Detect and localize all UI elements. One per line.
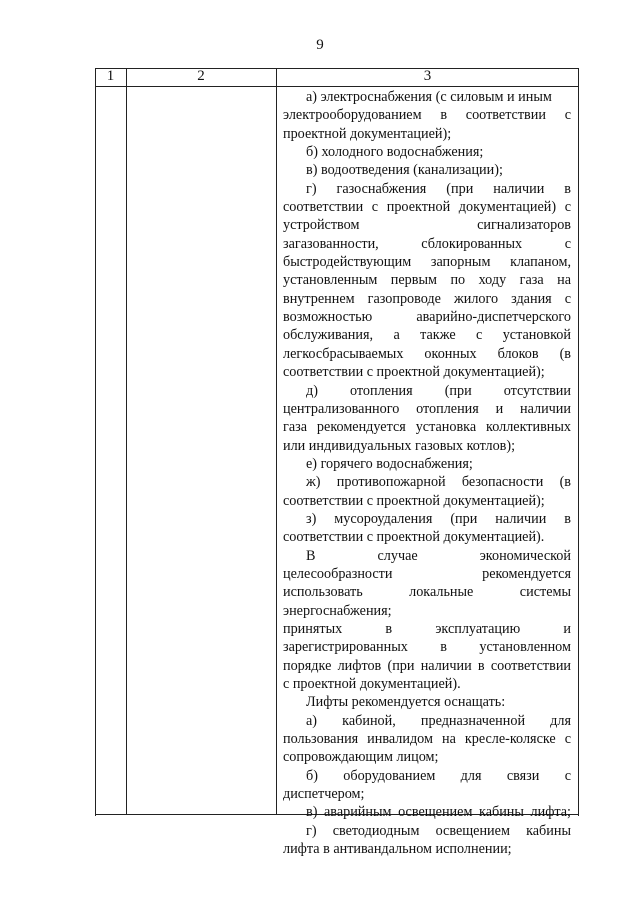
- text-line: устройством сигнализаторов: [283, 217, 571, 234]
- text-line: ж) противопожарной безопасности (в: [306, 474, 571, 491]
- text-line: проектной документацией);: [283, 125, 452, 142]
- header-column-1: 1: [106, 68, 115, 84]
- text-line: г) газоснабжения (при наличии в: [306, 180, 571, 197]
- text-line: порядке лифтов (при наличии в соответствии: [283, 657, 571, 674]
- column-divider-1: [126, 68, 127, 815]
- column-divider-2: [276, 68, 277, 815]
- text-line: установленным первым по ходу газа на: [283, 272, 571, 289]
- text-line: обслуживания, а также с установкой: [283, 327, 571, 344]
- text-line: газа рекомендуется установка коллективных: [283, 419, 571, 436]
- text-line: возможностью аварийно-диспетчерского: [283, 309, 571, 326]
- text-line: электрооборудованием в соответствии с: [283, 107, 571, 124]
- text-line: принятых в эксплуатацию и: [283, 620, 571, 637]
- text-line: соответствии с проектной документацией);: [283, 364, 545, 381]
- text-line: Лифты рекомендуется оснащать:: [306, 694, 506, 711]
- text-line: а) электроснабжения (с силовым и иным: [306, 89, 552, 105]
- text-line: или индивидуальных газовых котлов);: [283, 437, 516, 454]
- text-line: соответствии с проектной документацией);: [283, 492, 545, 509]
- text-line: в) водоотведения (канализации);: [306, 162, 503, 179]
- text-line: сопровождающим лицом;: [283, 749, 439, 766]
- text-line: быстродействующим запорным клапаном,: [283, 254, 571, 271]
- text-line: целесообразности рекомендуется: [283, 565, 571, 582]
- header-column-2: 2: [197, 68, 205, 84]
- text-line: в) аварийным освещением кабины лифта;: [306, 804, 571, 821]
- text-line: с проектной документацией).: [283, 676, 461, 692]
- text-line: загазованности, сблокированных с: [283, 235, 571, 252]
- text-line: диспетчером;: [283, 786, 365, 803]
- text-line: е) горячего водоснабжения;: [306, 455, 473, 472]
- text-line: внутреннем газопроводе жилого здания с: [283, 290, 571, 307]
- column-3-text: [283, 88, 571, 858]
- text-line: легкосбрасываемых оконных блоков (в: [283, 345, 571, 362]
- text-line: з) мусороудаления (при наличии в: [306, 510, 571, 527]
- text-line: б) оборудованием для связи с: [306, 767, 571, 784]
- text-line: использовать локальные системы: [283, 584, 571, 601]
- text-line: б) холодного водоснабжения;: [306, 144, 484, 161]
- text-line: соответствии с проектной документацией).: [283, 529, 545, 546]
- text-line: зарегистрированных в установленном: [283, 639, 571, 656]
- text-line: лифта в антивандальном исполнении;: [283, 841, 512, 858]
- table-header-divider: [95, 86, 579, 87]
- header-column-3: 3: [423, 68, 432, 84]
- text-line: В случае экономической: [306, 547, 571, 564]
- page-number: 9: [316, 37, 324, 53]
- text-line: соответствии с проектной документацией) с: [283, 199, 571, 216]
- text-line: г) светодиодным освещением кабины: [306, 822, 571, 839]
- text-line: централизованного отопления и наличии: [283, 400, 571, 417]
- text-line: а) кабиной, предназначенной для: [306, 712, 571, 729]
- text-line: д) отопления (при отсутствии: [306, 382, 571, 399]
- text-line: пользования инвалидом на кресле-коляске с: [283, 731, 571, 748]
- text-line: энергоснабжения;: [283, 602, 392, 619]
